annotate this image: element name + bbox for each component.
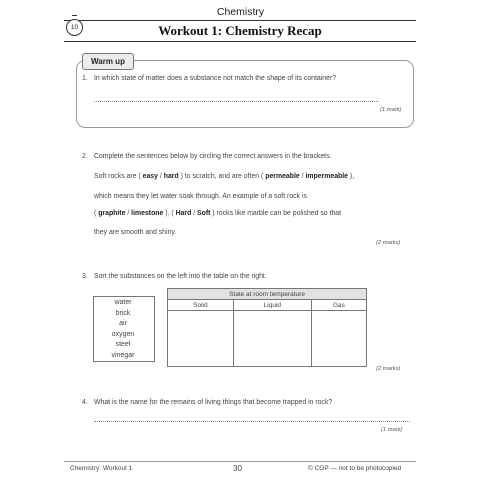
option-soft-rocks[interactable]: Soft	[197, 210, 211, 217]
list-item[interactable]: water	[114, 299, 132, 306]
stopwatch-icon: 10	[66, 19, 83, 36]
q2-marks: (2 marks)	[376, 240, 401, 246]
gas-answer-cell[interactable]	[311, 311, 366, 367]
q3-text: Sort the substances on the left into the table on the right.	[94, 273, 267, 280]
column-header-gas: Gas	[311, 300, 366, 311]
warmup-box	[76, 60, 414, 128]
option-graphite[interactable]: graphite	[98, 210, 126, 217]
q4-text: What is the name for the remains of living things that become trapped in rock?	[94, 399, 333, 406]
page-title: Workout 1: Chemistry Recap	[158, 23, 322, 38]
q4-marks: (1 mark)	[381, 427, 403, 433]
liquid-answer-cell[interactable]	[233, 311, 311, 367]
list-item[interactable]: air	[119, 320, 127, 327]
solid-answer-cell[interactable]	[168, 311, 234, 367]
q1-answer-line[interactable]	[94, 101, 379, 102]
states-table	[167, 288, 367, 367]
subject-heading: Chemistry	[216, 6, 265, 18]
list-item[interactable]: brick	[115, 309, 131, 317]
substances-list	[93, 298, 153, 361]
option-limestone[interactable]: limestone	[131, 210, 164, 217]
q1-marks: (1 mark)	[380, 107, 402, 113]
option-hard-rocks[interactable]: Hard	[175, 210, 192, 217]
option-hard[interactable]: hard	[163, 173, 179, 180]
q4-answer-line[interactable]	[94, 421, 410, 422]
list-item[interactable]: oxygen	[111, 330, 135, 338]
q1-text: In which state of matter does a substance not match the shape of its container?	[94, 75, 337, 82]
option-permeable[interactable]: permeable	[265, 173, 300, 180]
list-item[interactable]: steel	[115, 341, 131, 348]
column-header-liquid: Liquid	[233, 300, 311, 311]
q2-intro: Complete the sentences below by circling the correct answers in the brackets.	[94, 153, 332, 160]
q2-sentence-4: they are smooth and shiny.	[94, 229, 177, 236]
q2-sentence-2: which means they let water soak through. An example of a soft rock is	[94, 193, 307, 200]
q3-number: 3.	[82, 273, 88, 280]
q1-number: 1.	[82, 75, 88, 82]
q3-marks: (2 marks)	[376, 366, 401, 372]
q2-sentence-1: Soft rocks are ( easy / hard ) to scratch, and are often ( permeable / impermeable ),	[94, 173, 355, 180]
option-easy[interactable]: easy	[142, 173, 158, 180]
column-header-solid: Solid	[168, 300, 234, 311]
table-header: State at room temperature	[168, 289, 367, 300]
q2-sentence-3: ( graphite / limestone ). ( Hard / Soft ) rocks like marble can be polished so that	[94, 210, 342, 217]
warmup-label: Warm up	[82, 53, 134, 70]
option-impermeable[interactable]: impermeable	[305, 173, 348, 180]
footer-section: Chemistry: Workout 1	[70, 465, 133, 472]
copyright-notice: © CGP — not to be photocopied	[308, 465, 402, 472]
q2-number: 2.	[82, 153, 88, 160]
list-item[interactable]: vinegar	[111, 351, 135, 359]
footer-divider	[64, 461, 416, 462]
q4-number: 4.	[82, 399, 88, 406]
page-number: 30	[233, 464, 242, 473]
